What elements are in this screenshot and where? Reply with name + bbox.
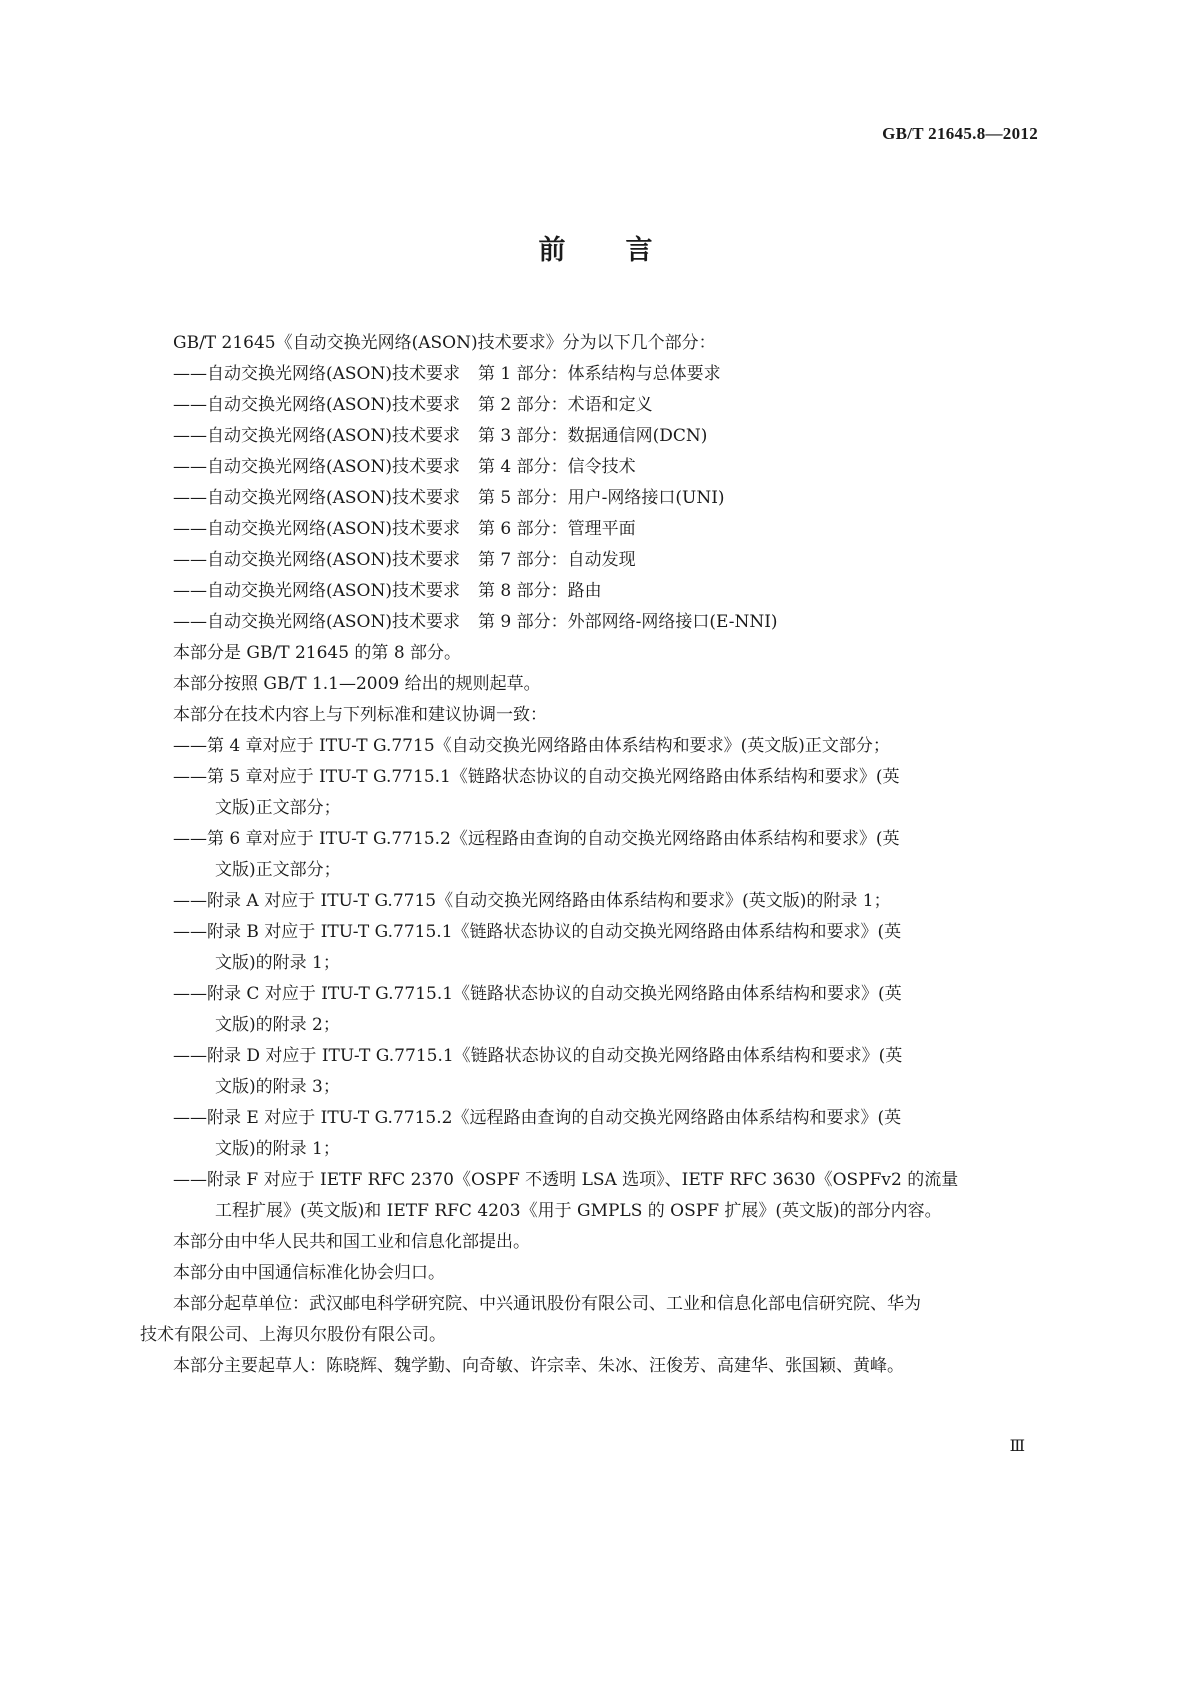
page-number: Ⅲ: [1009, 1438, 1025, 1455]
list-item: [173, 1165, 1053, 1227]
item-continuation: 工程扩展》(英文版)和 IETF RFC 4203《用于 GMPLS 的 OSPF 扩展》(英文版)的部分内容。: [215, 1201, 942, 1221]
parts-list: [173, 359, 1053, 638]
centralized-by: 本部分由中国通信标准化协会归口。: [173, 1263, 445, 1283]
part-suffix: 第 6 部分：管理平面: [478, 519, 636, 539]
part-suffix: 第 1 部分：体系结构与总体要求: [478, 364, 721, 384]
list-item: [173, 917, 1053, 979]
proposed-by: 本部分由中华人民共和国工业和信息化部提出。: [173, 1232, 530, 1252]
part-suffix: 第 9 部分：外部网络-网络接口(E-NNI): [478, 612, 778, 632]
list-item: [173, 886, 1053, 917]
drafting-units: [140, 1289, 1053, 1351]
item-line: ——附录 A 对应于 ITU-T G.7715《自动交换光网络路由体系结构和要求》(英文版)的附录 1；: [173, 891, 891, 911]
part-suffix: 第 2 部分：术语和定义: [478, 395, 653, 415]
list-item: [173, 452, 1053, 483]
list-item: [173, 576, 1053, 607]
part-prefix: ——自动交换光网络(ASON)技术要求: [173, 581, 460, 601]
part-prefix: ——自动交换光网络(ASON)技术要求: [173, 612, 460, 632]
part-prefix: ——自动交换光网络(ASON)技术要求: [173, 395, 460, 415]
item-line: ——附录 D 对应于 ITU-T G.7715.1《链路状态协议的自动交换光网络路由体系结构和要求》(英: [173, 1046, 903, 1066]
item-line: ——附录 F 对应于 IETF RFC 2370《OSPF 不透明 LSA 选项》、IETF RFC 3630《OSPFv2 的流量: [173, 1170, 959, 1190]
item-line: ——附录 C 对应于 ITU-T G.7715.1《链路状态协议的自动交换光网络路由体系结构和要求》(英: [173, 984, 902, 1004]
list-item: [173, 731, 1053, 762]
list-item: [173, 824, 1053, 886]
list-item: [173, 359, 1053, 390]
correspondence-list: [173, 731, 1053, 1227]
part-suffix: 第 5 部分：用户-网络接口(UNI): [478, 488, 725, 508]
drafting-units-line1: 本部分起草单位：武汉邮电科学研究院、中兴通讯股份有限公司、工业和信息化部电信研究院、华为: [173, 1294, 921, 1314]
part-prefix: ——自动交换光网络(ASON)技术要求: [173, 550, 460, 570]
list-item: [173, 545, 1053, 576]
list-item: [173, 390, 1053, 421]
list-item: [173, 514, 1053, 545]
foreword-body: [140, 328, 1053, 1382]
item-continuation: 文版)的附录 1；: [215, 1139, 340, 1159]
statement-consistency: 本部分在技术内容上与下列标准和建议协调一致：: [173, 705, 547, 725]
list-item: [173, 1041, 1053, 1103]
page-title: 前言: [538, 235, 713, 266]
part-prefix: ——自动交换光网络(ASON)技术要求: [173, 364, 460, 384]
item-continuation: 文版)的附录 2；: [215, 1015, 340, 1035]
item-line: ——附录 E 对应于 ITU-T G.7715.2《远程路由查询的自动交换光网络路由体系结构和要求》(英: [173, 1108, 902, 1128]
list-item: [173, 979, 1053, 1041]
list-item: [173, 762, 1053, 824]
drafting-units-line2: 技术有限公司、上海贝尔股份有限公司。: [140, 1325, 446, 1345]
item-continuation: 文版)的附录 3；: [215, 1077, 340, 1097]
document-code: GB/T 21645.8—2012: [882, 124, 1038, 143]
main-drafters: 本部分主要起草人：陈晓辉、魏学勤、向奇敏、许宗幸、朱冰、汪俊芳、高建华、张国颖、黄峰。: [173, 1356, 904, 1376]
part-suffix: 第 4 部分：信令技术: [478, 457, 636, 477]
item-continuation: 文版)正文部分；: [215, 860, 341, 880]
list-item: [173, 483, 1053, 514]
item-continuation: 文版)正文部分；: [215, 798, 341, 818]
list-item: [173, 607, 1053, 638]
item-line: ——第 6 章对应于 ITU-T G.7715.2《远程路由查询的自动交换光网络路由体系结构和要求》(英: [173, 829, 900, 849]
item-line: ——第 5 章对应于 ITU-T G.7715.1《链路状态协议的自动交换光网络路由体系结构和要求》(英: [173, 767, 900, 787]
part-suffix: 第 7 部分：自动发现: [478, 550, 636, 570]
item-line: ——附录 B 对应于 ITU-T G.7715.1《链路状态协议的自动交换光网络路由体系结构和要求》(英: [173, 922, 902, 942]
part-prefix: ——自动交换光网络(ASON)技术要求: [173, 488, 460, 508]
intro-paragraph: GB/T 21645《自动交换光网络(ASON)技术要求》分为以下几个部分：: [173, 333, 716, 353]
list-item: [173, 421, 1053, 452]
part-prefix: ——自动交换光网络(ASON)技术要求: [173, 426, 460, 446]
item-line: ——第 4 章对应于 ITU-T G.7715《自动交换光网络路由体系结构和要求》(英文版)正文部分；: [173, 736, 890, 756]
statement-rules: 本部分按照 GB/T 1.1—2009 给出的规则起草。: [173, 674, 541, 694]
statement-part: 本部分是 GB/T 21645 的第 8 部分。: [173, 643, 462, 663]
item-continuation: 文版)的附录 1；: [215, 953, 340, 973]
part-prefix: ——自动交换光网络(ASON)技术要求: [173, 457, 460, 477]
list-item: [173, 1103, 1053, 1165]
part-prefix: ——自动交换光网络(ASON)技术要求: [173, 519, 460, 539]
part-suffix: 第 3 部分：数据通信网(DCN): [478, 426, 708, 446]
part-suffix: 第 8 部分：路由: [478, 581, 602, 601]
